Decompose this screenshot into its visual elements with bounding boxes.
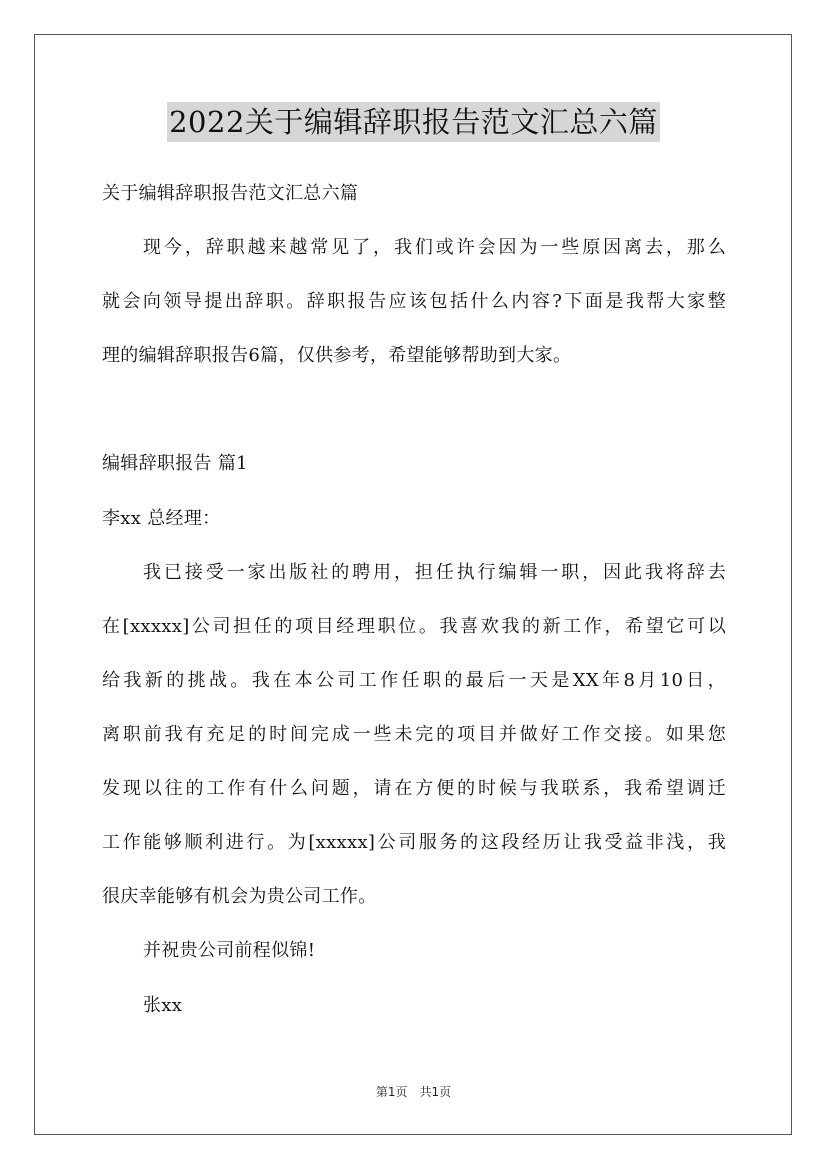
title-container (0, 102, 827, 142)
page-footer (0, 1084, 827, 1100)
document-subtitle: 关于编辑辞职报告范文汇总六篇 (102, 183, 359, 204)
page-number-current: 第1页 (375, 1085, 408, 1099)
section-heading: 编辑辞职报告 篇1 (102, 453, 248, 474)
letter-salutation: 李xx 总经理： (102, 508, 221, 529)
document-title: 2022关于编辑辞职报告范文汇总六篇 (167, 102, 660, 142)
letter-signature: 张xx (143, 995, 183, 1016)
intro-line: 就会向领导提出辞职。辞职报告应该包括什么内容?下面是我帮大家整 (102, 291, 726, 312)
body-line: 给我新的挑战。我在本公司工作任职的最后一天是XX年8月10日， (102, 670, 726, 691)
body-line: 我已接受一家出版社的聘用，担任执行编辑一职，因此我将辞去 (143, 562, 726, 583)
body-line: 发现以往的工作有什么问题，请在方便的时候与我联系，我希望调迁 (102, 778, 726, 799)
body-line: 工作能够顺利进行。为[xxxxx]公司服务的这段经历让我受益非浅，我 (102, 832, 726, 853)
letter-closing: 并祝贵公司前程似锦! (143, 940, 316, 961)
body-line: 离职前我有充足的时间完成一些未完的项目并做好工作交接。如果您 (102, 724, 726, 745)
page-number-total: 共1页 (419, 1085, 452, 1099)
body-line: 很庆幸能够有机会为贵公司工作。 (102, 886, 377, 907)
intro-line: 现今，辞职越来越常见了，我们或许会因为一些原因离去，那么 (143, 237, 726, 258)
body-line: 在[xxxxx]公司担任的项目经理职位。我喜欢我的新工作，希望它可以 (102, 616, 726, 637)
intro-line: 理的编辑辞职报告6篇，仅供参考，希望能够帮助到大家。 (102, 345, 572, 366)
